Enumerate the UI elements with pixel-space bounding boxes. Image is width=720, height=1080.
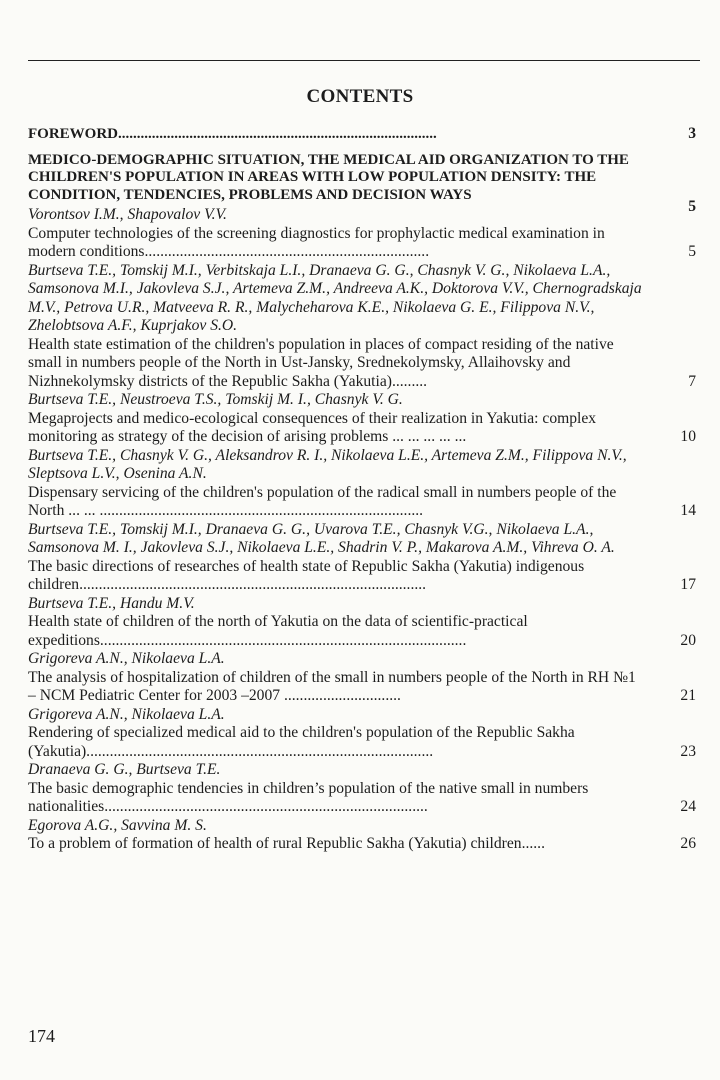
toc-entry[interactable] [28, 336, 700, 392]
entry-title: Megaprojects and medico-ecological consequences of their realization in Yakutia: complex monitoring as strategy of the decision of arising problems ... ... ... ... ... [28, 409, 597, 445]
entry-title: The basic demographic tendencies in children’s population of the native small in numbers nationalities................................................................................... [28, 779, 589, 815]
entry-authors: Burtseva T.E., Chasnyk V. G., Aleksandrov R. I., Nikolaeva L.E., Artemeva Z.M., Filippova N.V., Sleptsova L.V., Osenina A.N. [28, 446, 627, 482]
entry-page: 26 [680, 835, 696, 852]
entry-page: 24 [680, 798, 696, 815]
entry-authors: Burtseva T.E., Tomskij M.I., Dranaeva G. G., Uvarova T.E., Chasnyk V.G., Nikolaeva L.A., Samsonova M. I., Jakovleva S.J., Nikolaeva L.E., Shadrin V. P., Makarova A.M., Vihreva O. A. [28, 520, 615, 556]
toc-foreword[interactable] [28, 126, 700, 144]
entry-page: 20 [680, 631, 696, 649]
toc-entry[interactable] [28, 835, 700, 854]
entry-page: 21 [680, 687, 696, 704]
entry-title: Health state of children of the north of Yakutia on the data of scientific-practical expeditions.............................................................................................. [28, 613, 528, 649]
entry-authors: Grigoreva A.N., Nikolaeva L.A. [28, 650, 225, 667]
table-of-contents [28, 126, 700, 854]
toc-entry[interactable] [28, 613, 700, 650]
foreword-page: 3 [688, 125, 696, 142]
page-title: CONTENTS [306, 86, 414, 107]
entry-title: Dispensary servicing of the children's population of the radical small in numbers people of the North ... ... ................................................................................... [28, 483, 617, 519]
toc-entry[interactable] [28, 780, 700, 817]
page-number: 174 [28, 1026, 55, 1046]
entry-authors: Burtseva T.E., Tomskij M.I., Verbitskaja L.I., Dranaeva G. G., Chasnyk V. G., Nikolaeva L.A., Samsonova M.I., Jakovleva S.J., Artemeva Z.M., Andreeva A.K., Doktorova V.V., Chernogradskaja M.V., Petrova U.R., Matveeva R. R., Malycheharova K.E., Nikolaeva G. E., Filippova N.V., Zhelobtsova A.F., Kuprjakov S.O. [28, 261, 642, 334]
entry-authors: Burtseva T.E., Handu M.V. [28, 594, 195, 612]
toc-entries [28, 206, 700, 854]
entry-page: 14 [680, 502, 696, 519]
entry-title: To a problem of formation of health of rural Republic Sakha (Yakutia) children...... [28, 835, 545, 852]
entry-authors: Vorontsov I.M., Shapovalov V.V. [28, 206, 227, 223]
entry-title: The basic directions of researches of health state of Republic Sakha (Yakutia) indigenous children......................................................................................... [28, 557, 585, 593]
section-title: MEDICO-DEMOGRAPHIC SITUATION, THE MEDICAL AID ORGANIZATION TO THE CHILDREN'S POPULATION IN AREAS WITH LOW POPULATION DENSITY: THE CONDITION, TENDENCIES, PROBLEMS AND DECISION WAYS [28, 151, 629, 203]
toc-entry[interactable] [28, 225, 700, 262]
entry-page: 17 [680, 576, 696, 593]
entry-page: 10 [680, 428, 696, 445]
toc-entry[interactable] [28, 669, 700, 706]
toc-entry[interactable] [28, 484, 700, 521]
entry-authors: Egorova A.G., Savvina M. S. [28, 816, 207, 834]
foreword-text: FOREWORD..................................................................................... [28, 126, 437, 142]
section-page: 5 [688, 197, 696, 215]
entry-title: Rendering of specialized medical aid to the children's population of the Republic Sakha (Yakutia)......................................................................................... [28, 724, 575, 760]
entry-authors: Dranaeva G. G., Burtseva T.E. [28, 761, 221, 778]
entry-title: Computer technologies of the screening diagnostics for prophylactic medical examination in modern conditions......................................................................... [28, 224, 605, 260]
entry-page: 23 [680, 742, 696, 760]
entry-title: The analysis of hospitalization of children of the small in numbers people of the North in RH №1 – NCM Pediatric Center for 2003 –2007 .............................. [28, 668, 636, 704]
entry-authors: Burtseva T.E., Neustroeva T.S., Tomskij M. I., Chasnyk V. G. [28, 391, 403, 408]
toc-entry[interactable] [28, 558, 700, 595]
header-rule [28, 60, 700, 61]
toc-entry[interactable] [28, 724, 700, 761]
toc-entry[interactable] [28, 410, 700, 447]
entry-authors: Grigoreva A.N., Nikolaeva L.A. [28, 705, 225, 723]
entry-title: Health state estimation of the children's population in places of compact residing of the native small in numbers people of the North in Ust-Jansky, Srednekolymsky, Allaihovsky and Nizhnekolymsky districts of the Republic Sakha (Yakutia)......... [28, 335, 614, 390]
entry-page: 7 [688, 372, 696, 390]
entry-page: 5 [688, 243, 696, 260]
